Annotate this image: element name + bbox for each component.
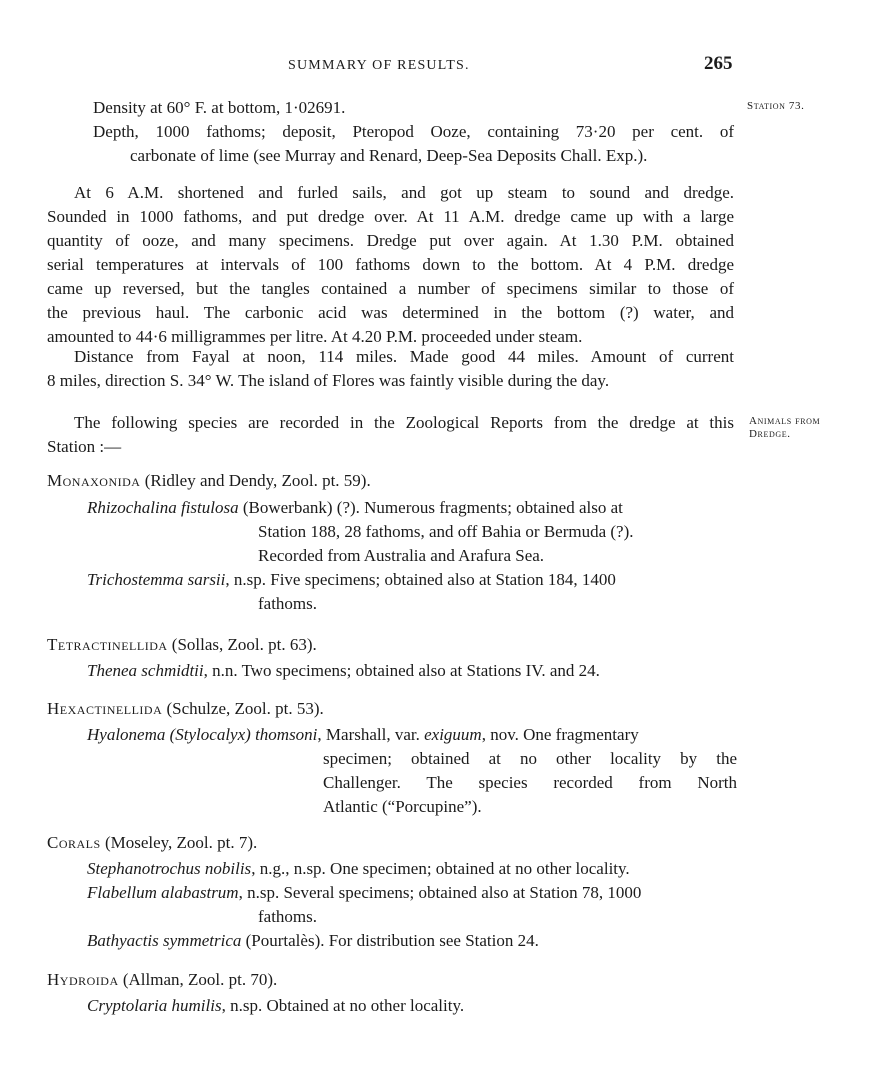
running-title: SUMMARY OF RESULTS. <box>288 58 470 73</box>
narrative-line: Sounded in 1000 fathoms, and put dredge over. At 11 A.M. dredge came up with a large <box>47 207 734 226</box>
species-entry-continuation: fathoms. <box>258 907 318 926</box>
species-entry-continuation: Challenger. The species recorded from North <box>323 773 737 792</box>
species-intro-line: Station :— <box>47 437 122 456</box>
group-heading-hydroida: Hydroida (Allman, Zool. pt. 70). <box>47 970 278 989</box>
group-heading-tetractinellida: Tetractinellida (Sollas, Zool. pt. 63). <box>47 635 317 654</box>
species-name: Trichostemma sarsii <box>87 570 226 589</box>
margin-note-dredge: Dredge. <box>749 428 791 440</box>
species-entry: Rhizochalina fistulosa (Bowerbank) (?). Numerous fragments; obtained also at <box>87 498 623 517</box>
group-heading-corals: Corals (Moseley, Zool. pt. 7). <box>47 833 258 852</box>
margin-note-station: Station 73. <box>747 100 805 112</box>
distance-paragraph <box>47 345 734 393</box>
density-line: Density at 60° F. at bottom, 1·02691. <box>93 98 346 117</box>
narrative-line: amounted to 44·6 milligrammes per litre. At 4.20 P.M. proceeded under steam. <box>47 327 583 346</box>
distance-line: Distance from Fayal at noon, 114 miles. Made good 44 miles. Amount of current <box>74 347 734 366</box>
narrative-line: the previous haul. The carbonic acid was determined in the bottom (?) water, and <box>47 303 734 322</box>
species-name: Rhizochalina fistulosa <box>87 498 239 517</box>
group-heading-monaxonida: Monaxonida (Ridley and Dendy, Zool. pt. 59). <box>47 471 371 490</box>
species-name: Flabellum alabastrum <box>87 883 239 902</box>
page-number: 265 <box>704 53 733 74</box>
group-heading-hexactinellida: Hexactinellida (Schulze, Zool. pt. 53). <box>47 699 324 718</box>
species-entry-continuation: fathoms. <box>258 594 318 613</box>
narrative-line: came up reversed, but the tangles contained a number of specimens similar to those of <box>47 279 734 298</box>
species-entry: Bathyactis symmetrica (Pourtalès). For distribution see Station 24. <box>87 931 539 950</box>
margin-note-animals-from: Animals from <box>749 415 821 427</box>
species-entry: Trichostemma sarsii, n.sp. Five specimens; obtained also at Station 184, 1400 <box>87 570 616 589</box>
depth-line-2: carbonate of lime (see Murray and Renard, Deep-Sea Deposits Chall. Exp.). <box>130 146 648 165</box>
species-entry: Thenea schmidtii, n.n. Two specimens; obtained also at Stations IV. and 24. <box>87 661 600 680</box>
species-entry-continuation: Atlantic (“Porcupine”). <box>323 797 482 816</box>
narrative-paragraph <box>47 181 734 349</box>
species-name: Cryptolaria humilis <box>87 996 222 1015</box>
distance-line: 8 miles, direction S. 34° W. The island of Flores was faintly visible during the day. <box>47 371 610 390</box>
species-entry: Hyalonema (Stylocalyx) thomsoni, Marshall, var. exiguum, nov. One fragmentary <box>87 725 639 744</box>
species-entry: Flabellum alabastrum, n.sp. Several specimens; obtained also at Station 78, 1000 <box>87 883 642 902</box>
species-intro-line: The following species are recorded in the Zoological Reports from the dredge at this <box>74 413 734 432</box>
species-name: Stephanotrochus nobilis <box>87 859 252 878</box>
species-entry-continuation: specimen; obtained at no other locality by the <box>323 749 737 768</box>
narrative-line: At 6 A.M. shortened and furled sails, and got up steam to sound and dredge. <box>74 183 734 202</box>
species-intro <box>47 411 734 459</box>
species-entry-continuation: Station 188, 28 fathoms, and off Bahia or Bermuda (?). <box>258 522 634 541</box>
species-entry: Cryptolaria humilis, n.sp. Obtained at no other locality. <box>87 996 465 1015</box>
species-name: Thenea schmidtii <box>87 661 204 680</box>
species-entry: Stephanotrochus nobilis, n.g., n.sp. One specimen; obtained at no other locality. <box>87 859 630 878</box>
species-entry-continuation: Recorded from Australia and Arafura Sea. <box>258 546 545 565</box>
depth-line-1: Depth, 1000 fathoms; deposit, Pteropod Ooze, containing 73·20 per cent. of <box>93 122 734 141</box>
narrative-line: serial temperatures at intervals of 100 fathoms down to the bottom. At 4 P.M. dredge <box>47 255 734 274</box>
species-name: Bathyactis symmetrica <box>87 931 242 950</box>
narrative-line: quantity of ooze, and many specimens. Dredge put over again. At 1.30 P.M. obtained <box>47 231 734 250</box>
species-name: Hyalonema (Stylocalyx) thomsoni <box>87 725 318 744</box>
species-entry-continuation-block <box>323 747 737 819</box>
